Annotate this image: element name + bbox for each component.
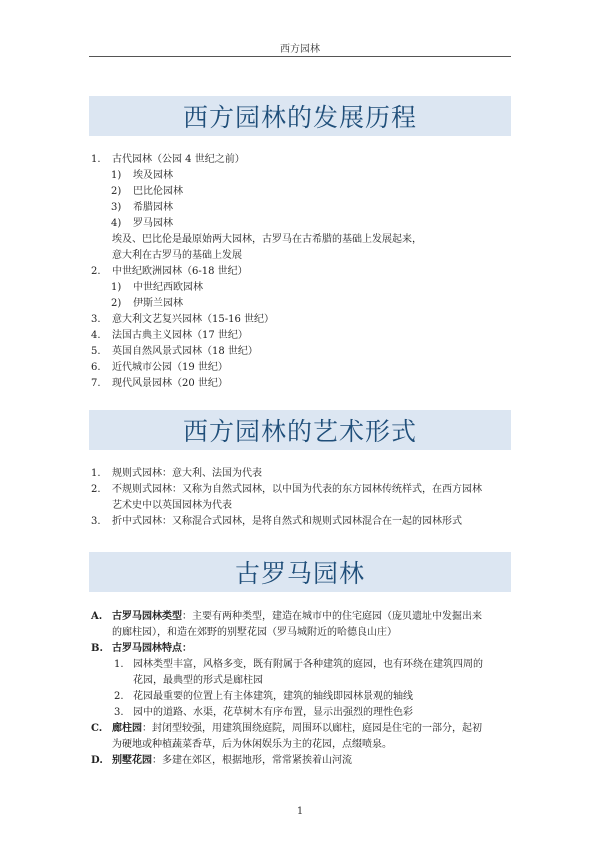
- item-number: 2.: [114, 691, 124, 702]
- item-text: 中世纪欧洲园林（6-18 世纪）: [112, 266, 248, 277]
- list-item: [89, 296, 519, 312]
- item-number: 1.: [91, 468, 101, 479]
- list-item: [89, 753, 519, 769]
- item-number: 7.: [91, 378, 101, 389]
- item-body: ：封闭型较强，用建筑围绕庭院，周围环以廊柱，庭园是住宅的一部分，起初: [142, 723, 482, 734]
- item-text: 英国自然风景式园林（18 世纪）: [112, 346, 258, 357]
- page-header: 西方园林: [280, 44, 320, 55]
- item-number: 6.: [91, 362, 101, 373]
- item-number: 2): [111, 186, 122, 197]
- list-item: [89, 514, 519, 530]
- item-letter: B.: [91, 643, 103, 654]
- item-text: 古代园林（公园 4 世纪之前）: [112, 154, 245, 165]
- section-banner-history: [89, 96, 511, 136]
- list-item: [89, 216, 519, 232]
- list-item: [89, 482, 519, 498]
- list-item: [89, 312, 519, 328]
- list-item: [89, 498, 519, 514]
- section-banner-art-forms: [89, 410, 511, 450]
- item-number: 5.: [91, 346, 101, 357]
- item-text: [112, 753, 352, 769]
- item-number: 1.: [91, 154, 101, 165]
- item-label: 古罗马园林特点：: [112, 643, 192, 654]
- list-item: [89, 705, 519, 721]
- header-rule: [89, 56, 511, 57]
- item-text: [112, 721, 482, 737]
- item-number: 4): [111, 218, 122, 229]
- item-text: 近代城市公园（19 世纪）: [112, 362, 228, 373]
- page-number: 1: [296, 806, 304, 817]
- list-item: [89, 200, 519, 216]
- item-text: 花园，最典型的形式是廊柱园: [133, 675, 263, 686]
- list-item: [89, 721, 519, 737]
- item-text: 巴比伦园林: [133, 186, 183, 197]
- item-text: 法国古典主义园林（17 世纪）: [112, 330, 248, 341]
- item-label: 廊柱园: [112, 723, 142, 734]
- list-item: [89, 152, 519, 168]
- item-text: [112, 609, 482, 625]
- item-letter: C.: [91, 723, 103, 734]
- list-item: [89, 168, 519, 184]
- list-item: [89, 673, 519, 689]
- item-text: 埃及园林: [133, 170, 173, 181]
- list-item: [89, 360, 519, 376]
- item-text: 为硬地或种植蔬菜香草，后为休闲娱乐为主的花园，点缀喷泉。: [112, 739, 392, 750]
- item-number: 3.: [114, 707, 124, 718]
- list-item: [89, 737, 519, 753]
- item-label: 别墅花园: [112, 755, 152, 766]
- item-text: 意大利文艺复兴园林（15-16 世纪）: [112, 314, 275, 325]
- list-item: [89, 344, 519, 360]
- item-letter: D.: [91, 755, 103, 766]
- list-item: [89, 280, 519, 296]
- item-label: 古罗马园林类型: [112, 611, 182, 622]
- item-number: 2.: [91, 266, 101, 277]
- item-number: 3.: [91, 516, 101, 527]
- item-number: 2.: [91, 484, 101, 495]
- item-number: 2): [111, 298, 122, 309]
- list-item: [89, 184, 519, 200]
- list-item: [89, 466, 519, 482]
- item-letter: A.: [91, 611, 103, 622]
- item-text: 不规则式园林：又称为自然式园林，以中国为代表的东方园林传统样式，在西方园林: [112, 484, 482, 495]
- item-text: 园中的道路、水渠，花草树木有序布置，显示出强烈的理性色彩: [133, 707, 413, 718]
- section-title-history: 西方园林的发展历程: [182, 103, 417, 132]
- item-text: 的廊柱园），和造在郊野的别墅花园（罗马城附近的哈德良山庄）: [112, 627, 397, 638]
- item-text: 折中式园林：又称混合式园林，是将自然式和规则式园林混合在一起的园林形式: [112, 516, 462, 527]
- item-text: 埃及、巴比伦是最原始两大园林，古罗马在古希腊的基础上发展起来，: [112, 234, 422, 245]
- item-text: 伊斯兰园林: [133, 298, 183, 309]
- item-text: 中世纪西欧园林: [133, 282, 203, 293]
- history-list: [89, 152, 519, 392]
- section-banner-roman: [89, 552, 511, 592]
- item-body: ：主要有两种类型，建造在城市中的住宅庭园（庞贝遗址中发掘出来: [182, 611, 482, 622]
- item-number: 1.: [114, 659, 124, 670]
- item-text: 园林类型丰富，风格多变，既有附属于各种建筑的庭园，也有环绕在建筑四周的: [133, 659, 483, 670]
- section-title-roman: 古罗马园林: [234, 559, 365, 588]
- list-item: [89, 232, 519, 248]
- list-item: [89, 609, 519, 625]
- item-text: 花园最重要的位置上有主体建筑，建筑的轴线即园林景观的轴线: [133, 691, 413, 702]
- item-number: 3): [111, 202, 122, 213]
- item-number: 3.: [91, 314, 101, 325]
- item-number: 1): [111, 282, 122, 293]
- list-item: [89, 625, 519, 641]
- list-item: [89, 641, 519, 657]
- art-forms-list: [89, 466, 519, 530]
- list-item: [89, 376, 519, 392]
- section-title-art-forms: 西方园林的艺术形式: [182, 417, 417, 446]
- item-text: 艺术史中以英国园林为代表: [112, 500, 232, 511]
- item-text: 罗马园林: [133, 218, 173, 229]
- item-text: 意大利在古罗马的基础上发展: [112, 250, 242, 261]
- list-item: [89, 248, 519, 264]
- list-item: [89, 264, 519, 280]
- list-item: [89, 657, 519, 673]
- item-body: ：多建在郊区，根据地形，常常紧挨着山河流: [152, 755, 352, 766]
- item-text: 希腊园林: [133, 202, 173, 213]
- list-item: [89, 328, 519, 344]
- item-text: 规则式园林：意大利、法国为代表: [112, 468, 262, 479]
- item-number: 1): [111, 170, 122, 181]
- item-text: 现代风景园林（20 世纪）: [112, 378, 228, 389]
- list-item: [89, 689, 519, 705]
- roman-list: [89, 609, 519, 769]
- item-number: 4.: [91, 330, 101, 341]
